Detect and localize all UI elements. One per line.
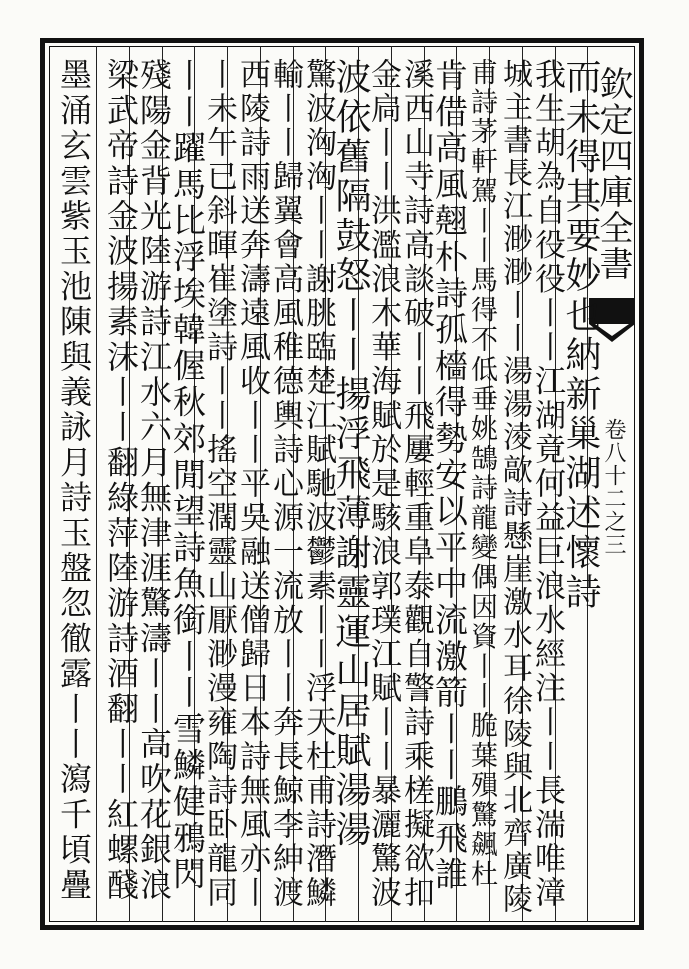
- text-column: 我生胡為自役役丨丨江湖竟何益巨浪水經注丨丨長湍唯漳: [529, 58, 565, 911]
- text-column: 溪西山寺詩高談破丨丨飛屢輕重阜泰觀自警詩乘槎擬欲扣: [398, 58, 434, 911]
- text-column: 肯借高風翹朴詩孤檣得勢安以平中流激箭丨丨鵬飛誰: [430, 58, 469, 893]
- text-column: 丨未午已斜暉崔塗詩丨丨搖空濶靈山厭渺漫雍陶詩卧龍同: [201, 58, 237, 911]
- book-title: 欽定四庫全書: [593, 66, 633, 282]
- text-column: 墨涌玄雲紫玉池陳與義詠月詩玉盤忽徹露丨丨瀉千頃疊: [55, 58, 93, 903]
- text-column: 驚波洶洶丨丨謝朓臨楚江賦馳波鬱素丨丨浮天杜甫詩潛鱗: [300, 58, 336, 911]
- text-column: 波依舊隔鼓怒丨丨揚浮飛薄謝靈運山居賦湯湯: [330, 58, 371, 850]
- text-column: 城主書長江渺渺丨丨湯湯淩歊詩懸崖激水耳徐陵與北齊廣陵: [497, 58, 532, 916]
- volume-number: 卷八十二之三: [601, 418, 626, 556]
- text-column: 甫詩茅軒駕丨丨馬得不低垂姚鵠詩龍變偶因資丨丨脆葉殞驚飆杜: [466, 58, 497, 890]
- text-column: 而未得其要妙也納新巢湖述懷詩: [560, 58, 601, 613]
- text-column: 西陵詩雨送奔濤遠風收丨丨平吳融送僧歸日本詩無風亦丨: [234, 58, 270, 911]
- text-column: 殘陽金背光陸游詩江水六月無津涯驚濤丨丨高吹花銀浪: [135, 58, 173, 903]
- text-column: 輸丨丨歸翼會高風稚德輿詩心源一流放丨丨奔長鯨李紳渡: [267, 58, 303, 911]
- text-column: 丨丨躍馬比浮埃韓偓秋郊閒望詩魚銜丨丨雪鱗健鴉閃: [168, 58, 207, 893]
- text-column: 梁武帝詩金波揚素沫丨丨翻綠萍陸游詩酒翻丨丨紅螺醆: [102, 58, 140, 903]
- text-column: 金扃丨丨洪濫浪木華海賦於是駭浪郭璞江賦丨丨暴灑驚波: [365, 58, 401, 911]
